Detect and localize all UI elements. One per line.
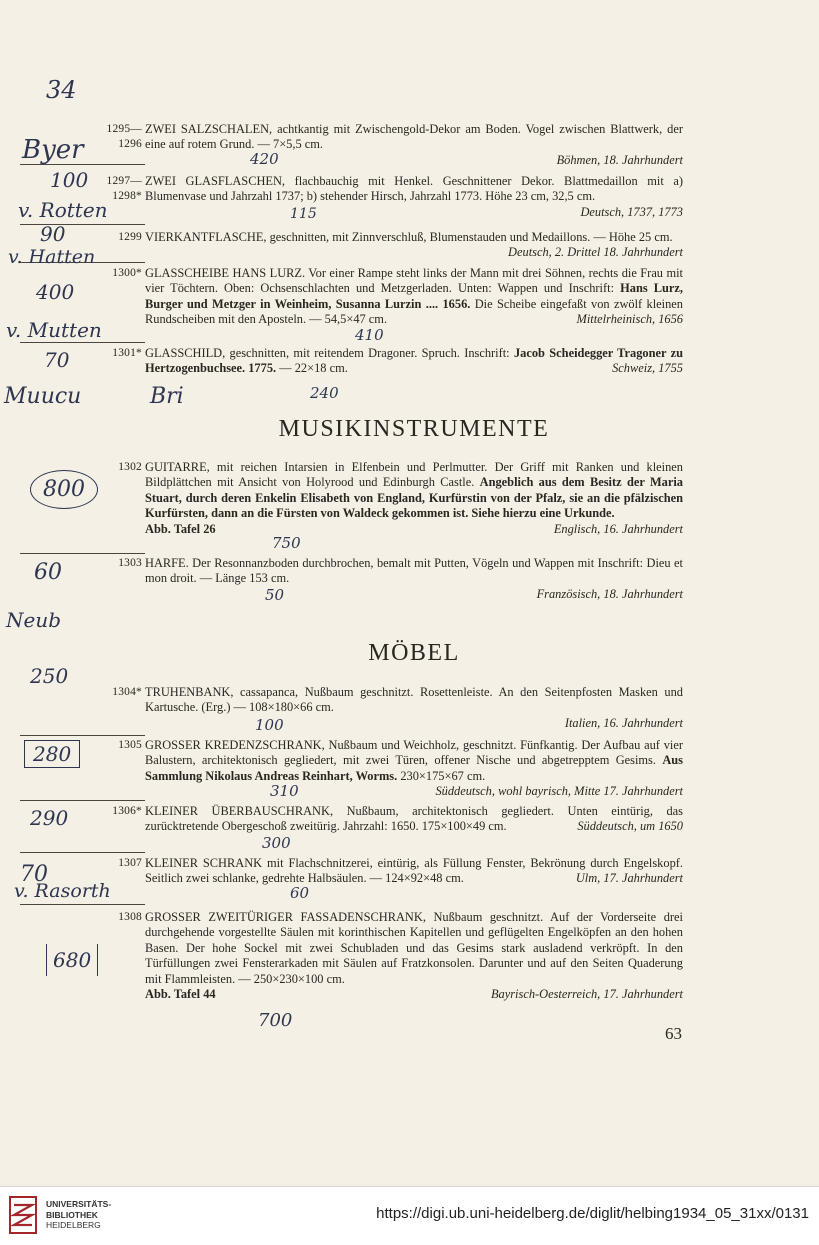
handwritten-buyer: v. Rotten	[18, 198, 108, 222]
handwritten-buyer: v. Hatten	[8, 246, 96, 268]
entry-origin: Mittelrheinisch, 1656	[576, 312, 683, 327]
entry-origin: Süddeutsch, wohl bayrisch, Mitte 17. Jahrhundert	[435, 784, 683, 799]
entry-number: 1307	[118, 857, 142, 869]
entry-1301	[88, 346, 683, 377]
entry-origin: Süddeutsch, um 1650	[577, 819, 683, 834]
handwritten-price: 250	[30, 664, 69, 688]
handwritten-bid: 60	[290, 884, 310, 902]
entry-number: 1299	[118, 231, 142, 243]
entry-origin: Englisch, 16. Jahrhundert	[553, 521, 683, 536]
entry-text: HARFE. Der Resonnanzboden durchbrochen, bemalt mit Putten, Vögeln und Wappen mit Inschrift: Dieu et mon droit. — Länge 153 cm.	[145, 556, 683, 586]
handwritten-price: 90	[40, 222, 66, 246]
entry-origin: Schweiz, 1755	[612, 361, 683, 376]
entry-origin: Französisch, 18. Jahrhundert	[536, 586, 683, 601]
handwritten-bid: 700	[258, 1010, 293, 1031]
handwritten-buyer: Neub	[6, 608, 62, 632]
entry-origin: Bayrisch-Oesterreich, 17. Jahrhundert	[490, 987, 683, 1002]
entry-text: GLASSCHILD, geschnitten, mit reitendem Dragoner. Spruch. Inschrift:	[145, 346, 514, 360]
entry-inscription: Hans Lurz, Burger und Metzger in Weinheim, Susanna Lurzin .... 1656.	[145, 281, 683, 311]
entry-1300	[88, 266, 683, 328]
entry-number: 1308	[118, 911, 142, 923]
handwritten-bid: 410	[355, 326, 384, 344]
handwritten-price: 290	[30, 806, 69, 830]
handwritten-bid: 750	[272, 534, 301, 552]
handwritten-price: 280	[24, 740, 80, 768]
entry-1297	[88, 174, 683, 220]
entry-1306	[88, 804, 683, 835]
entry-number: 1305	[118, 739, 142, 751]
handwritten-buyer: Muucu	[4, 384, 82, 409]
entry-1295	[88, 122, 683, 168]
entry-number: 1297—1298*	[106, 175, 142, 203]
entry-origin: Deutsch, 2. Drittel 18. Jahrhundert	[508, 245, 683, 260]
entry-text-after: — 22×18 cm.	[276, 361, 348, 376]
handwritten-price: 800	[30, 470, 98, 509]
entry-1307	[88, 856, 683, 887]
entry-number: 1295—1296	[106, 123, 142, 151]
entry-text: GLASSCHEIBE HANS LURZ. Vor einer Rampe steht links der Mann mit drei Söhnen, rechts die Frau mit vier Töchtern. Oben: Ochsenschlachten und Metzgerladen. Unten: Wappen und Inschrift:	[145, 266, 683, 296]
entry-1304	[88, 685, 683, 731]
entry-text: TRUHENBANK, cassapanca, Nußbaum geschnitzt. Rosettenleiste. An den Seitenpfosten Masken und Kartusche. (Erg.) — 108×180×66 cm.	[145, 685, 683, 715]
handwritten-buyer: v. Rasorth	[14, 880, 111, 902]
entry-origin: Böhmen, 18. Jahrhundert	[556, 152, 683, 167]
entry-text: GROSSER KREDENZSCHRANK, Nußbaum und Weichholz, geschnitzt. Fünfkantig. Der Aufbau auf vier Balustern, architektonisch gegliedert, mit zwei Türen, offener Nische und abgetrepptem Gesims.	[145, 738, 683, 768]
separator	[20, 800, 145, 801]
handwritten-bid: 300	[262, 834, 291, 852]
handwritten-page-number: 34	[46, 76, 77, 104]
section-heading-furniture: MÖBEL	[368, 640, 460, 666]
handwritten-price: 100	[50, 168, 89, 192]
handwritten-buyer: Byer	[22, 135, 84, 165]
entry-number: 1302	[118, 461, 142, 473]
entry-text: ZWEI SALZSCHALEN, achtkantig mit Zwischengold-Dekor am Boden. Vogel zwischen Blattwerk, der eine auf rotem Grund. — 7×5,5 cm.	[145, 122, 683, 152]
entry-text: GROSSER ZWEITÜRIGER FASSADENSCHRANK, Nußbaum geschnitzt. Auf der Vorderseite drei durchgehende vorgestellte Säulen mit korinthischen Kapitellen und geflügelten Engelköpfen an den hohen Basen. Der hohe Sockel mit zwei Schubladen und das Gesims stark ausladend verkröpft. In den Türfüllungen zwei Fensterarkaden mit Säulen auf Fratzkonsolen. Darunter und auf den Seiten Quaderung mit Flammleisten. — 250×230×100 cm.	[145, 910, 683, 986]
entry-provenance: Aus Sammlung Nikolaus Andreas Reinhart, Worms.	[145, 753, 683, 783]
entry-provenance: Angeblich aus dem Besitz der Maria Stuart, durch deren Enkelin Elisabeth von England, Kurfürstin von der Pfalz, sie an die pfälzischen Kurfürsten, dann an die Fürsten von Waldeck gekommen ist. Siehe hierzu eine Urkunde.	[145, 475, 683, 521]
library-name-line3: HEIDELBERG	[46, 1220, 101, 1230]
entry-1308	[88, 910, 683, 1002]
entry-origin: Deutsch, 1737, 1773	[580, 204, 683, 219]
handwritten-price: 60	[34, 560, 62, 585]
handwritten-bid: 50	[265, 586, 285, 604]
entry-origin: Ulm, 17. Jahrhundert	[575, 871, 683, 886]
handwritten-buyer: Bri	[150, 384, 184, 409]
section-heading-music: MUSIKINSTRUMENTE	[278, 416, 550, 442]
handwritten-bid: 420	[250, 150, 279, 168]
entry-plate-ref: Abb. Tafel 26	[145, 521, 216, 536]
viewer-footer	[0, 1186, 819, 1245]
entry-number: 1300*	[112, 267, 142, 279]
permalink-url[interactable]: https://digi.ub.uni-heidelberg.de/diglit/helbing1934_05_31xx/0131	[376, 1205, 809, 1222]
separator	[20, 735, 145, 736]
handwritten-price: 70	[44, 348, 70, 372]
separator	[20, 342, 145, 343]
entry-inscription: Jacob Scheidegger Tragoner zu Hertzogenbuchsee. 1775.	[145, 346, 683, 376]
handwritten-price: 680	[46, 944, 98, 976]
entry-1302	[88, 460, 683, 537]
entry-text-after: 230×175×67 cm.	[397, 768, 486, 783]
entry-origin: Italien, 16. Jahrhundert	[564, 715, 683, 730]
entry-1305	[88, 738, 683, 800]
library-name	[46, 1199, 111, 1231]
entry-number: 1304*	[112, 686, 142, 698]
entry-1303	[88, 556, 683, 602]
entry-number: 1306*	[112, 805, 142, 817]
entry-text: VIERKANTFLASCHE, geschnitten, mit Zinnverschluß, Blumenstauden und Medaillons. — Höhe 25 cm.	[145, 230, 673, 244]
handwritten-buyer: v. Mutten	[6, 318, 102, 342]
entry-number: 1301*	[112, 347, 142, 359]
handwritten-bid: 100	[255, 716, 284, 734]
page-number: 63	[665, 1024, 682, 1043]
handwritten-price: 70	[20, 862, 48, 887]
entry-number: 1303	[118, 557, 142, 569]
separator	[20, 904, 145, 905]
entry-text-after: Die Scheibe eingefaßt von zwölf kleinen Rundscheiben mit den Aposteln. — 54,5×47 cm.	[145, 296, 683, 327]
handwritten-price: 400	[36, 280, 75, 304]
separator	[20, 852, 145, 853]
entry-text: KLEINER ÜBERBAUSCHRANK, Nußbaum, architektonisch gegliedert. Unten eintürig, das zurücktretende Obergeschoß zweitürig. Jahrzahl: 1650. 175×100×49 cm.	[145, 804, 683, 834]
library-name-line2: BIBLIOTHEK	[46, 1209, 98, 1220]
entry-text: KLEINER SCHRANK mit Flachschnitzerei, eintürig, als Füllung Fenster, Bekrönung durch Engelskopf. Seitlich zwei schlanke, gedrehte Halbsäulen. — 124×92×48 cm.	[145, 856, 683, 886]
handwritten-bid: 115	[290, 206, 317, 222]
library-name-line1: UNIVERSITÄTS-	[46, 1199, 112, 1209]
entry-text: ZWEI GLASFLASCHEN, flachbauchig mit Henkel. Geschnittener Dekor. Blattmedaillon mit a) Blumenvase und Jahrzahl 1737; b) stehender Hirsch, Jahrzahl 1773. Höhe 23 cm, 32,5 cm.	[145, 174, 683, 204]
entry-1299	[88, 230, 683, 261]
handwritten-bid: 310	[270, 782, 299, 800]
separator	[20, 224, 145, 225]
library-logo-icon	[8, 1195, 38, 1235]
separator	[20, 553, 145, 554]
entry-text: GUITARRE, mit reichen Intarsien in Elfenbein und Perlmutter. Der Griff mit Ranken und kleinen Bildplättchen mit Ansicht von Holyrood und Edinburgh Castle.	[145, 460, 683, 490]
handwritten-bid: 240	[310, 384, 339, 402]
entry-plate-ref: Abb. Tafel 44	[145, 987, 216, 1002]
